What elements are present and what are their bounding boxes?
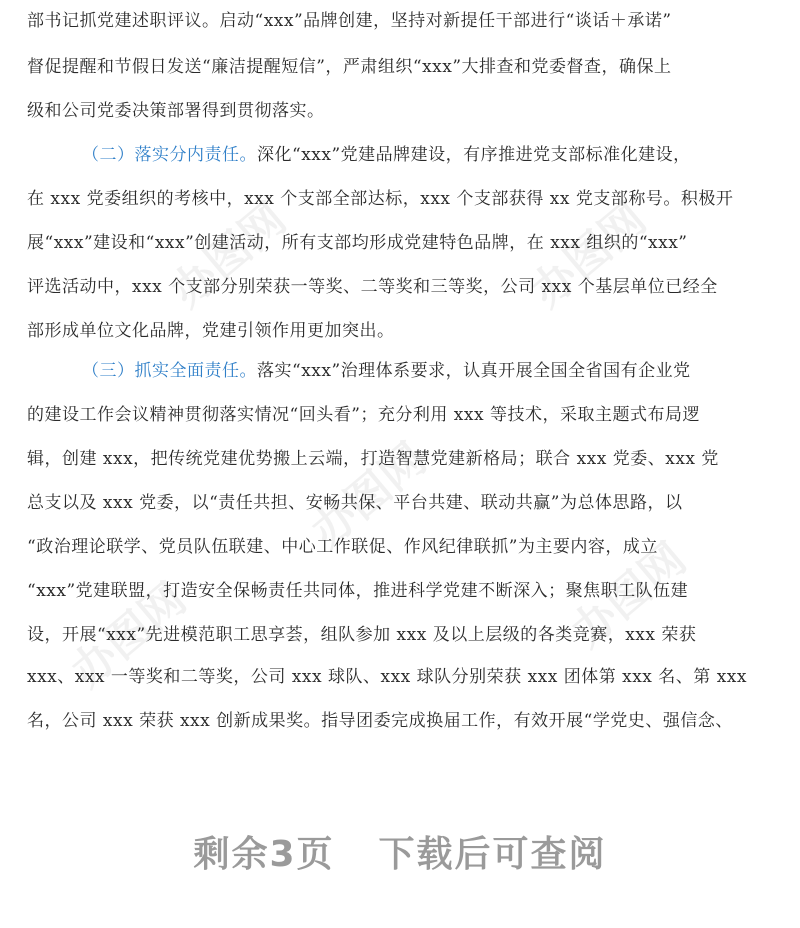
paragraph-line: 在 xxx 党委组织的考核中，xxx 个支部全部达标，xxx 个支部获得 xx 党支部称号。积极开 xyxy=(27,189,734,209)
paragraph-line: “xxx”党建联盟，打造安全保畅责任共同体，推进科学党建不断深入；聚焦职工队伍建 xyxy=(27,581,689,601)
download-notice[interactable] xyxy=(0,826,800,877)
section-3-first-line-text: 落实“xxx”治理体系要求，认真开展全国全省国有企业党 xyxy=(257,361,691,381)
section-3-first-line xyxy=(82,356,691,386)
download-to-view-text: 下载后可查阅 xyxy=(378,834,607,875)
watermark: 办图网 xyxy=(161,193,296,318)
watermark: 办图网 xyxy=(301,433,436,558)
watermark: 办图网 xyxy=(521,193,656,318)
paragraph-line: 督促提醒和节假日发送“廉洁提醒短信”，严肃组织“xxx”大排查和党委督查，确保上 xyxy=(27,57,672,77)
paragraph-line: 名，公司 xxx 荣获 xxx 创新成果奖。指导团委完成换届工作，有效开展“学党史、强信念、 xyxy=(27,711,733,731)
watermark: 办图网 xyxy=(561,533,696,658)
paragraph-line: “政治理论联学、党员队伍联建、中心工作联促、作风纪律联抓”为主要内容，成立 xyxy=(27,537,658,557)
section-2-heading: （二）落实分内责任。 xyxy=(82,145,257,165)
paragraph-line: 部形成单位文化品牌，党建引领作用更加突出。 xyxy=(27,321,395,341)
paragraph-line: 总支以及 xxx 党委，以“责任共担、安畅共保、平台共建、联动共赢”为总体思路，以 xyxy=(27,493,683,513)
remaining-pages-text: 剩余3页 xyxy=(193,834,335,875)
paragraph-line: xxx、xxx 一等奖和二等奖，公司 xxx 球队、xxx 球队分别荣获 xxx 团体第 xxx 名、第 xxx xyxy=(27,667,747,687)
paragraph-line: 辑，创建 xxx，把传统党建优势搬上云端，打造智慧党建新格局；联合 xxx 党委、xxx 党 xyxy=(27,449,719,469)
paragraph-line: 的建设工作会议精神贯彻落实情况“回头看”；充分利用 xxx 等技术，采取主题式布局逻 xyxy=(27,405,700,425)
paragraph-line: 评选活动中，xxx 个支部分别荣获一等奖、二等奖和三等奖，公司 xxx 个基层单位已经全 xyxy=(27,277,718,297)
section-3-heading: （三）抓实全面责任。 xyxy=(82,361,257,381)
paragraph-line: 部书记抓党建述职评议。启动“xxx”品牌创建，坚持对新提任干部进行“谈话＋承诺” xyxy=(27,11,672,31)
paragraph-line: 设，开展“xxx”先进模范职工思享荟，组队参加 xxx 及以上层级的各类竞赛，xxx 荣获 xyxy=(27,625,697,645)
section-2-first-line-text: 深化“xxx”党建品牌建设，有序推进党支部标准化建设， xyxy=(257,145,691,165)
watermark: 办图网 xyxy=(61,573,196,698)
paragraph-line: 级和公司党委决策部署得到贯彻落实。 xyxy=(27,101,325,121)
section-2-first-line xyxy=(82,140,691,170)
paragraph-line: 展“xxx”建设和“xxx”创建活动，所有支部均形成党建特色品牌，在 xxx 组织的“xxx” xyxy=(27,233,688,253)
